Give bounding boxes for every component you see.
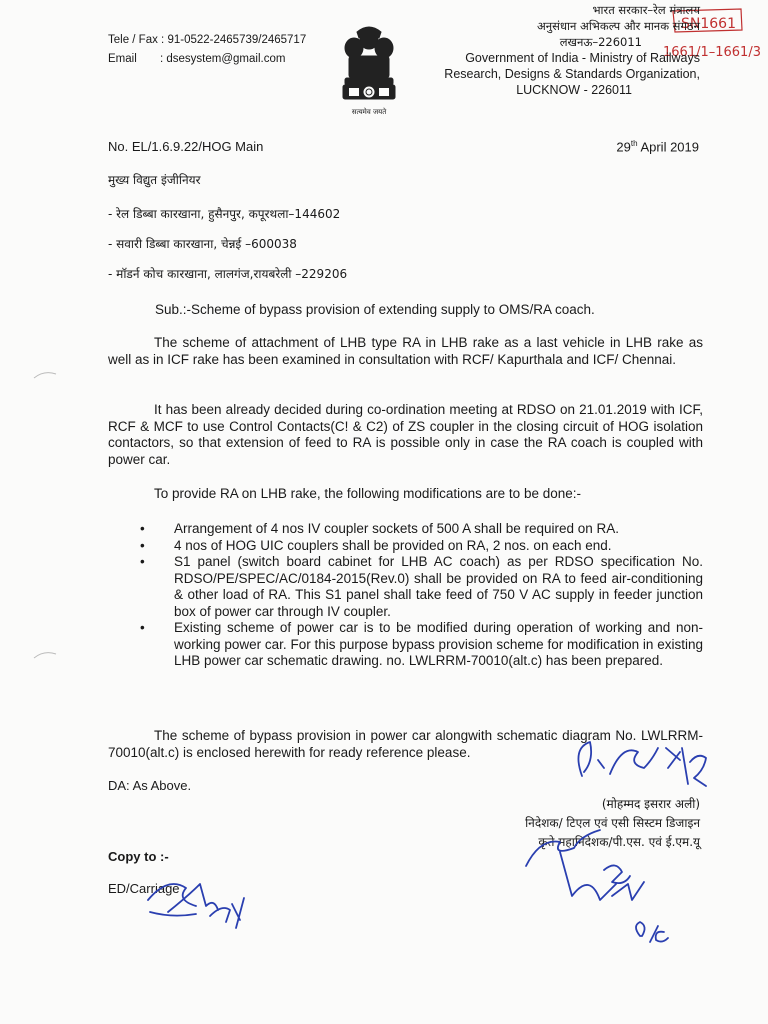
email-row xyxy=(108,50,306,69)
copy-to-heading: Copy to :- xyxy=(108,849,169,864)
paragraph-1-text: The scheme of attachment of LHB type RA in LHB rake as a last vehicle in LHB rake as well as in ICF rake has been examined in consultation with RCF/ Kapurthala and ICF/ Chennai. xyxy=(108,335,703,367)
signatory-designation-1: निदेशक/ टिएल एवं एसी सिस्टम डिजाइन xyxy=(525,816,700,830)
paragraph-4-text: The scheme of bypass provision in power car alongwith schematic diagram No. LWLRRM-70010(alt.c) is enclosed herewith for ready reference please. xyxy=(108,728,703,760)
org-hindi-line2: अनुसंधान अभिकल्प और मानक संगठन xyxy=(537,19,700,33)
addressee-3: - मॉडर्न कोच कारखाना, लालगंज,रायबरेली –229206 xyxy=(108,267,348,281)
org-english-line1: Government of India - Ministry of Railways xyxy=(465,51,700,65)
bullet-dot: • xyxy=(140,521,145,536)
list-item xyxy=(130,554,703,620)
inward-number-line1: SN1661 xyxy=(681,16,736,32)
date-suffix: th xyxy=(630,139,638,148)
emblem-motto: सत्यमेव जयते xyxy=(351,108,387,116)
paragraph-1 xyxy=(108,335,703,368)
addressee-1: - रेल डिब्बा कारखाना, हुसैनपुर, कपूरथला–144602 xyxy=(108,207,341,221)
org-english-line3: LUCKNOW - 226011 xyxy=(516,83,632,97)
phone-value: 91-0522-2465739/2465717 xyxy=(167,34,307,46)
list-item-text: 4 nos of HOG UIC couplers shall be provided on RA, 2 nos. on each end. xyxy=(174,537,612,553)
enclosure-note: DA: As Above. xyxy=(108,778,192,793)
list-item-text: Existing scheme of power car is to be modified during operation of working and non-working power car. For this purpose bypass provision scheme for modification in existing LHB power car schematic drawing. no. LWLRRM-70010(alt.c) has been prepared. xyxy=(174,620,703,668)
paragraph-2-text: It has been already decided during co-ordination meeting at RDSO on 21.01.2019 with ICF, RCF & MCF to use Control Contacts(C! & C2) of ZS coupler in the closing circuit of HOG isolation contactors, so that extension of feed to RA is possible only in case the RA coach is coupled with power car. xyxy=(108,402,703,467)
list-item xyxy=(130,538,703,555)
inward-number-line2: 1661/1–1661/3 xyxy=(663,45,761,60)
date-day: 29 xyxy=(616,139,631,155)
bullet-dot: • xyxy=(140,620,145,635)
addressee-title: मुख्य विद्युत इंजीनियर xyxy=(108,173,201,187)
bullet-dot: • xyxy=(140,537,145,553)
contact-block xyxy=(108,31,306,69)
email-value: : dsesystem@gmail.com xyxy=(160,53,286,65)
reference-number: No. EL/1.6.9.22/HOG Main xyxy=(108,139,264,154)
paragraph-3-text: To provide RA on LHB rake, the following modifications are to be done:- xyxy=(154,486,581,501)
lion-capital-icon xyxy=(335,20,403,108)
national-emblem xyxy=(335,20,403,120)
margin-mark xyxy=(30,364,60,384)
bullet-dot: • xyxy=(140,554,145,569)
phone-row xyxy=(108,31,306,50)
list-item xyxy=(130,620,703,670)
paragraph-2 xyxy=(108,402,703,468)
margin-mark xyxy=(30,644,60,664)
phone-label: Tele / Fax : xyxy=(108,34,165,46)
addressee-2: - सवारी डिब्बा कारखाना, चेन्नई –600038 xyxy=(108,237,297,251)
date-rest: April 2019 xyxy=(637,139,699,155)
org-english-line2: Research, Designs & Standards Organization, xyxy=(444,67,700,81)
email-label: Email xyxy=(108,53,137,65)
copy-recipient: ED/Carriage xyxy=(108,881,180,896)
list-item-text: Arrangement of 4 nos IV coupler sockets of 500 A shall be required on RA. xyxy=(174,521,620,536)
paragraph-4 xyxy=(108,728,703,761)
paragraph-3 xyxy=(108,486,703,503)
organization-block xyxy=(400,2,700,98)
letter-date xyxy=(616,139,699,154)
org-hindi-line3: लखनऊ–226011 xyxy=(559,35,642,49)
modifications-list xyxy=(130,521,703,670)
subject-line: Sub.:-Scheme of bypass provision of extending supply to OMS/RA coach. xyxy=(155,302,595,317)
signatory-designation-2: कृते महानिदेशक/पी.एस. एवं ई.एम.यू xyxy=(538,835,700,849)
signatory-name: (मोहम्मद इसरार अली) xyxy=(601,797,700,811)
org-hindi-line1: भारत सरकार–रेल मंत्रालय xyxy=(592,3,700,17)
list-item-text: S1 panel (switch board cabinet for LHB AC coach) as per RDSO specification No. RDSO/PE/SPEC/AC/0184-2015(Rev.0) shall be provided on RA to feed air-conditioning & other load of RA. This S1 panel shall take feed of 750 V AC supply in feeder junction box of power car through IV coupler. xyxy=(174,554,703,619)
list-item xyxy=(130,521,703,538)
